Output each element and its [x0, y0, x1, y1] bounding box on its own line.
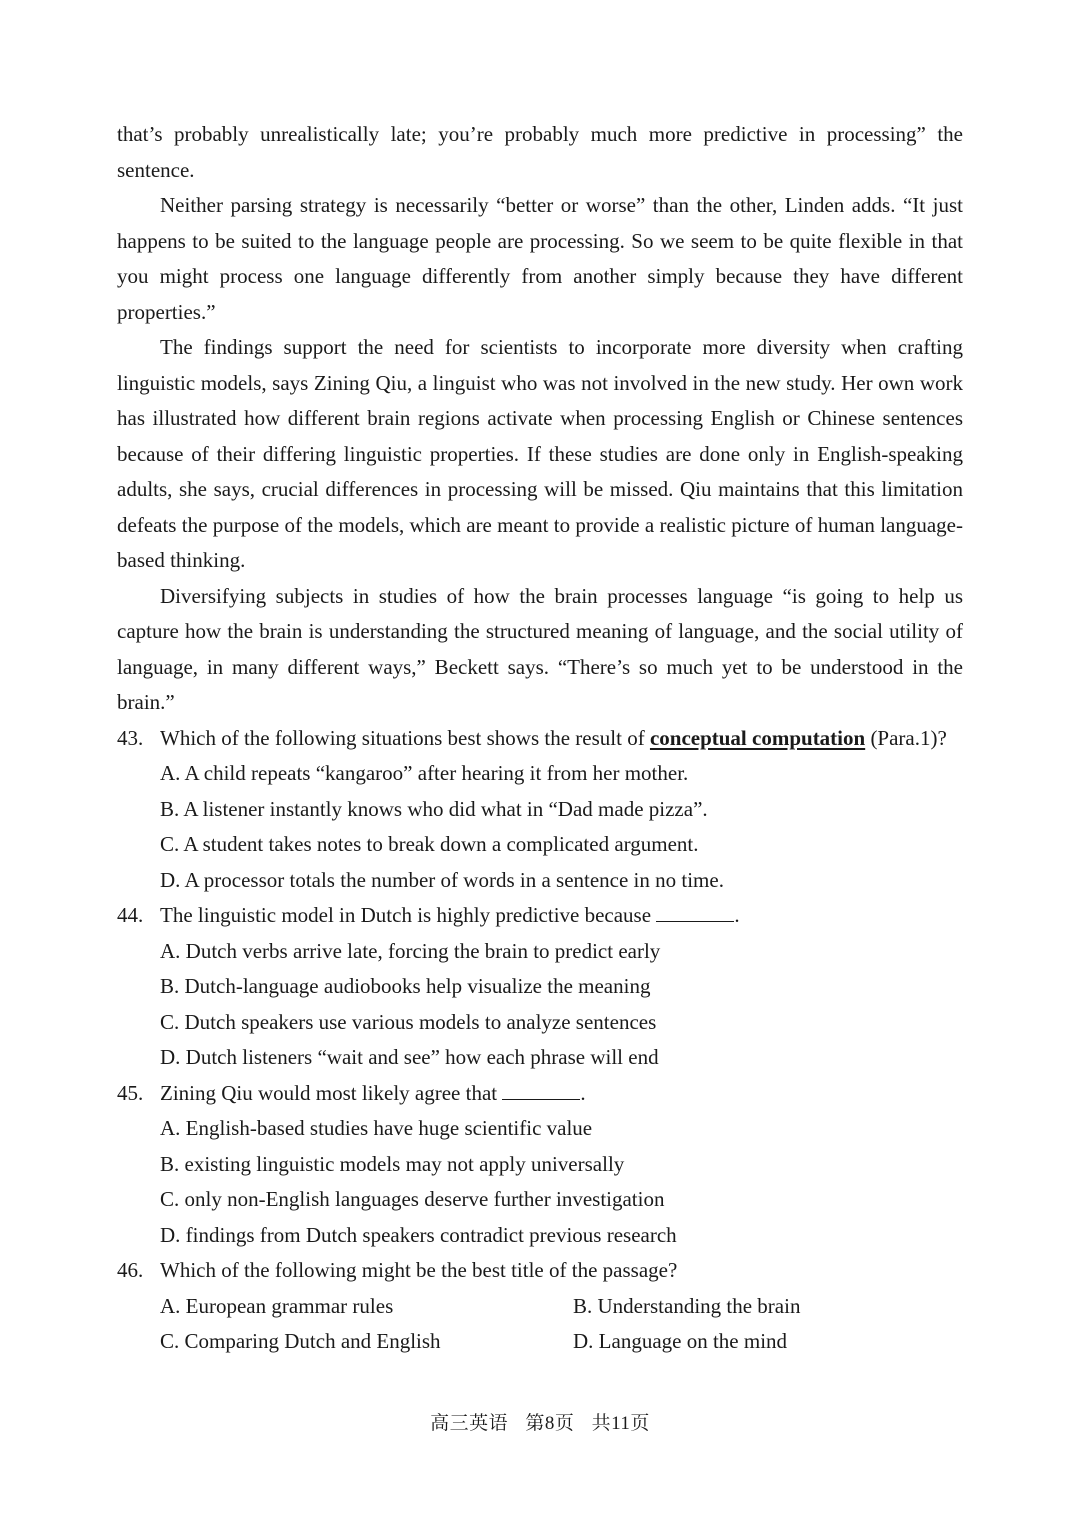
question-43 — [117, 721, 963, 757]
question-stem — [160, 898, 963, 934]
question-number: 46. — [117, 1258, 144, 1282]
footer-page-number: 第8页 — [525, 1413, 575, 1434]
answer-blank — [502, 1079, 580, 1100]
option-c: C. Comparing Dutch and English — [160, 1329, 441, 1353]
options-45 — [117, 1111, 963, 1253]
passage-paragraph: Neither parsing strategy is necessarily “better or worse” than the other, Linden adds. “It just happens to be suited to the language people are processing. So we seem to be quite flexible in that you might process one language differently from another simply because they have different properties.” — [117, 193, 963, 324]
stem-text: Which of the following situations best shows the result of — [160, 725, 650, 750]
question-46 — [117, 1253, 963, 1289]
passage-paragraph: Diversifying subjects in studies of how the brain processes language “is going to help us capture how the brain is understanding the structured meaning of language, and the social utility of language, in many different ways,” Beckett says. “There’s so much yet to be understood in the brain.” — [117, 583, 963, 714]
options-46 — [117, 1289, 963, 1360]
option-a: A. A child repeats “kangaroo” after hearing it from her mother. — [160, 761, 689, 785]
option-d: D. Language on the mind — [573, 1329, 788, 1353]
question-number: 45. — [117, 1080, 144, 1105]
question-44 — [117, 898, 963, 934]
option-d: D. Dutch listeners “wait and see” how each phrase will end — [160, 1045, 659, 1069]
option-a: A. Dutch verbs arrive late, forcing the brain to predict early — [160, 938, 661, 963]
passage-paragraph: The findings support the need for scientists to incorporate more diversity when crafting linguistic models, says Zining Qiu, a linguist who was not involved in the new study. Her own work has illustrated how different brain regions activate when processing English or Chinese sentences because of their differing linguistic properties. If these studies are done only in English-speaking adults, she says, crucial differences in processing will be missed. Qiu maintains that this limitation defeats the purpose of the models, which are meant to provide a realistic picture of human language-based thinking. — [117, 335, 963, 572]
stem-text-after: (Para.1)? — [865, 725, 947, 750]
stem-text-after: . — [734, 903, 740, 927]
option-c: C. Dutch speakers use various models to analyze sentences — [160, 1009, 657, 1034]
question-stem — [160, 721, 963, 757]
option-a: A. European grammar rules — [160, 1293, 394, 1318]
page-content — [117, 117, 963, 1360]
question-stem — [160, 1076, 963, 1112]
option-c: C. A student takes notes to break down a complicated argument. — [160, 832, 699, 856]
stem-key-term: conceptual computation — [649, 725, 866, 750]
option-a: A. English-based studies have huge scientific value — [160, 1116, 593, 1140]
question-stem: Which of the following might be the best title of the passage? — [160, 1258, 678, 1282]
option-b: B. A listener instantly knows who did what in “Dad made pizza”. — [160, 796, 708, 821]
footer-subject: 高三英语 — [430, 1413, 509, 1434]
option-d: D. findings from Dutch speakers contradict previous research — [160, 1222, 677, 1247]
answer-blank — [656, 901, 734, 922]
stem-text: Zining Qiu would most likely agree that — [160, 1080, 503, 1105]
stem-text-after: . — [580, 1080, 586, 1105]
question-number: 43. — [117, 725, 144, 750]
option-b: B. Understanding the brain — [573, 1293, 801, 1318]
question-45 — [117, 1076, 963, 1112]
stem-text: The linguistic model in Dutch is highly predictive because — [160, 903, 657, 927]
footer-total-pages: 共11页 — [591, 1413, 650, 1434]
passage-paragraph: that’s probably unrealistically late; you’re probably much more predictive in processing” the sentence. — [117, 122, 963, 182]
option-b: B. existing linguistic models may not apply universally — [160, 1151, 625, 1176]
option-b: B. Dutch-language audiobooks help visualize the meaning — [160, 974, 651, 998]
options-44 — [117, 934, 963, 1076]
option-d: D. A processor totals the number of words in a sentence in no time. — [160, 867, 724, 892]
options-43 — [117, 756, 963, 898]
option-c: C. only non-English languages deserve further investigation — [160, 1187, 665, 1211]
page-footer — [0, 1409, 1080, 1439]
question-number: 44. — [117, 903, 144, 927]
